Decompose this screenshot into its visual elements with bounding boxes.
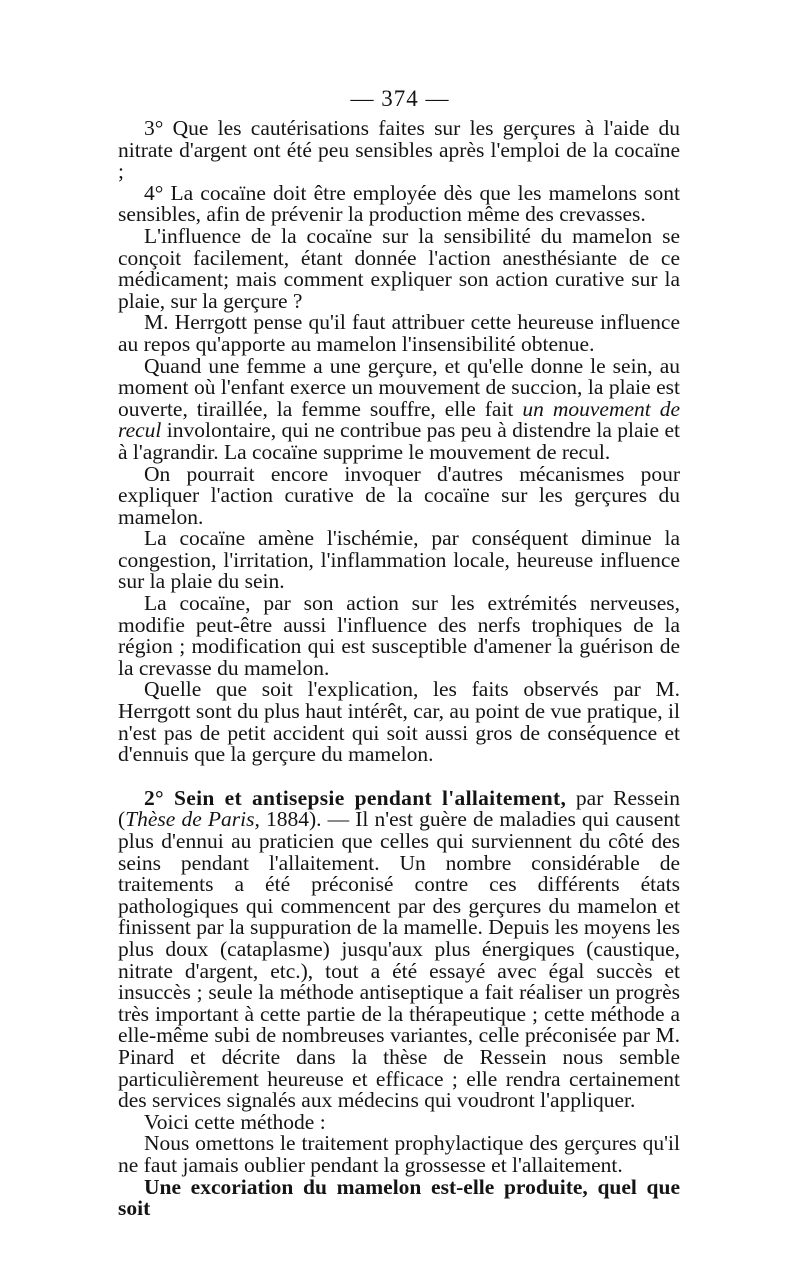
paragraph: La cocaïne amène l'ischémie, par conséquent diminue la congestion, l'irritation, l'inflammation locale, heureuse influence sur la plaie du sein. (118, 526, 680, 594)
author-text: par Ressein ( (118, 785, 680, 832)
paragraph: Voici cette méthode : (144, 1109, 326, 1134)
paragraph-text: involontaire, qui ne contribue pas peu à distendre la plaie et à l'agrandir. La cocaïne supprime le mouvement de recul. (118, 418, 680, 464)
paragraph: 3° Que les cautérisations faites sur les gerçures à l'aide du nitrate d'argent ont été peu sensibles après l'emploi de la cocaïne ; (118, 116, 680, 184)
paragraph-text: Quand une femme a une gerçure, et qu'elle donne le sein, au moment où l'enfant exerce un mouvement de succion, la plaie est ouverte, tiraillée, la femme souffre, elle fait (118, 353, 680, 421)
paragraph: Nous omettons le traitement prophylactique des gerçures qu'il ne faut jamais oublier pendant la grossesse et l'allaitement. (118, 1131, 680, 1177)
paragraph: 4° La cocaïne doit être employée dès que les mamelons sont sensibles, afin de prévenir la production même des crevasses. (118, 180, 680, 227)
paragraph: M. Herrgott pense qu'il faut attribuer cette heureuse influence au repos qu'apporte au mamelon l'insensibilité obtenue. (118, 310, 680, 356)
section-heading: 2° Sein et antisepsie pendant l'allaitement, (144, 785, 567, 810)
body-text (118, 118, 680, 1220)
paragraph: On pourrait encore invoquer d'autres mécanismes pour expliquer l'action curative de la cocaïne sur les gerçures du mamelon. (118, 461, 680, 529)
page-number: — 374 — (350, 86, 450, 111)
source-year: 1884). (259, 807, 322, 832)
paragraph: La cocaïne, par son action sur les extrémités nerveuses, modifie peut-être aussi l'influence des nerfs trophiques de la région ; modification qui est susceptible d'amener la guérison de la crevasse du mamelon. (118, 591, 680, 680)
paragraph: Quelle que soit l'explication, les faits observés par M. Herrgott sont du plus haut intérêt, car, au point de vue pratique, il n'est pas de petit accident qui soit aussi gros de conséquence et d'ennuis que la gerçure du mamelon. (118, 677, 680, 767)
paragraph: L'influence de la cocaïne sur la sensibilité du mamelon se conçoit facilement, étant donnée l'action anesthésiante de ce médicament; mais comment expliquer son action curative sur la plaie, sur la gerçure ? (118, 223, 680, 313)
section-body: — Il n'est guère de maladies qui causent plus d'ennui au praticien que celles qui surviennent du côté des seins pendant l'allaitement. Un nombre considérable de traitements a été préconisé contre ces différents états pathologiques qui commencent par des gerçures du mamelon et finissent par la suppuration de la mamelle. Depuis les moyens les plus doux (cataplasme) jusqu'aux plus énergiques (caustique, nitrate d'argent, etc.), tout a été essayé avec égal succès et insuccès ; seule la méthode antiseptique a fait réaliser un progrès très important à cette partie de la thérapeutique ; cette méthode a elle-même subi de nombreuses variantes, celle préconisée par M. Pinard et décrite dans la thèse de Ressein nous semble particulièrement heureuse et efficace ; elle rendra certainement des services signalés aux médecins qui voudront l'appliquer. (118, 807, 680, 1113)
paragraph (118, 353, 680, 464)
paragraph: Une excoriation du mamelon est-elle produite, quel que soit (118, 1174, 680, 1221)
source-title: Thèse de Paris, (125, 807, 260, 832)
emphasis-text: un mouvement de recul (118, 396, 680, 443)
section-paragraph (118, 785, 680, 1113)
